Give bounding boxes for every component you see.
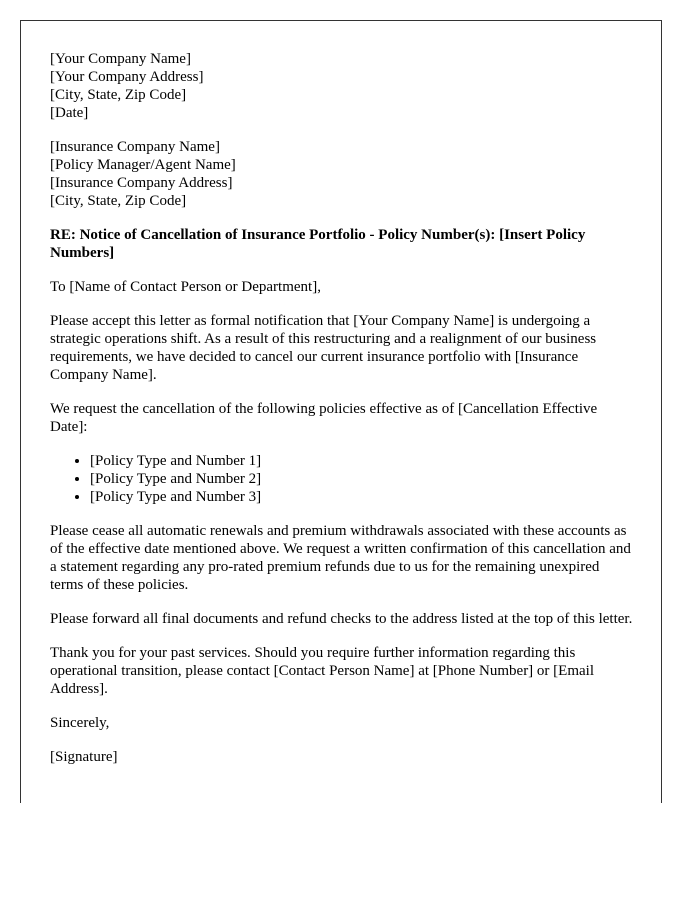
body-paragraph: Please cease all automatic renewals and premium withdrawals associated with these accounts as of the effective date mentioned above. We request a written confirmation of this cancellation and a statement regarding any pro-rated premium refunds due to us for the remaining unexpired terms of these policies. <box>50 523 631 593</box>
subject-line: RE: Notice of Cancellation of Insurance Portfolio - Policy Number(s): [Insert Policy Numbers] <box>50 227 586 261</box>
sender-address <box>50 50 633 122</box>
closing: Sincerely, <box>50 715 110 731</box>
recipient-line: [Insurance Company Name] <box>50 139 220 155</box>
body-paragraph: Thank you for your past services. Should you require further information regarding this operational transition, please contact [Contact Person Name] at [Phone Number] or [Email Address]. <box>50 645 594 697</box>
sender-line: [City, State, Zip Code] <box>50 87 187 103</box>
recipient-line: [Insurance Company Address] <box>50 175 233 191</box>
policy-list <box>50 452 633 506</box>
policy-item: • [Policy Type and Number 2] <box>90 470 633 488</box>
policy-item: • [Policy Type and Number 1] <box>90 452 633 470</box>
letter-page <box>20 20 662 803</box>
letter-date: [Date] <box>50 105 89 121</box>
body-paragraph: Please accept this letter as formal notification that [Your Company Name] is undergoing a strategic operations shift. As a result of this restructuring and a realignment of our business requirements, we have decided to cancel our current insurance portfolio with [Insurance Company Name]. <box>50 313 597 383</box>
signature: [Signature] <box>50 749 118 765</box>
recipient-line: [Policy Manager/Agent Name] <box>50 157 236 173</box>
policy-item: • [Policy Type and Number 3] <box>90 488 633 506</box>
sender-line: [Your Company Name] <box>50 51 191 67</box>
body-paragraph: We request the cancellation of the following policies effective as of [Cancellation Effective Date]: <box>50 401 598 435</box>
recipient-address <box>50 138 633 210</box>
sender-line: [Your Company Address] <box>50 69 204 85</box>
salutation: To [Name of Contact Person or Department], <box>50 279 321 295</box>
body-paragraph: Please forward all final documents and refund checks to the address listed at the top of this letter. <box>50 611 633 627</box>
recipient-line: [City, State, Zip Code] <box>50 193 187 209</box>
